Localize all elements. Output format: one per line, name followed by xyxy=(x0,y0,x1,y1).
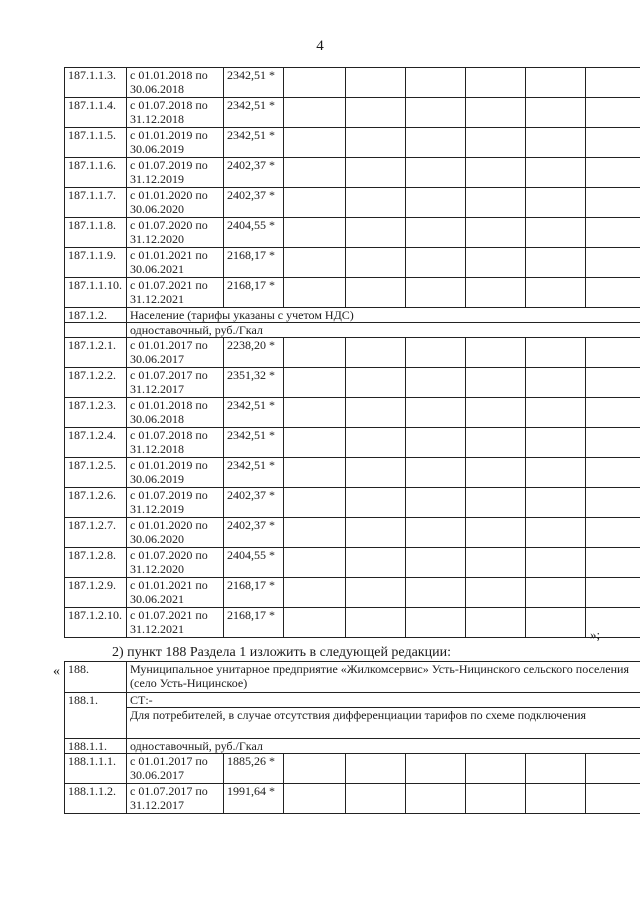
empty-cell xyxy=(346,784,406,814)
empty-cell xyxy=(586,128,640,158)
period-from: с 01.07.2017 по xyxy=(130,368,208,382)
empty-cell xyxy=(526,98,586,128)
period-to: 30.06.2017 xyxy=(130,768,184,782)
empty-cell xyxy=(466,518,526,548)
period-from: с 01.07.2019 по xyxy=(130,488,208,502)
empty-cell xyxy=(284,368,346,398)
empty-cell xyxy=(406,158,466,188)
table-row xyxy=(65,98,640,128)
empty-cell xyxy=(284,128,346,158)
row-period xyxy=(127,548,224,578)
empty-cell xyxy=(466,128,526,158)
period-from: с 01.07.2021 по xyxy=(130,608,208,622)
empty-cell xyxy=(586,338,640,368)
empty-cell xyxy=(346,578,406,608)
empty-cell xyxy=(406,98,466,128)
period-from: с 01.07.2020 по xyxy=(130,218,208,232)
table-row xyxy=(65,754,640,784)
row-tariff: 2351,32 * xyxy=(224,368,284,398)
table-row xyxy=(65,398,640,428)
empty-cell xyxy=(346,458,406,488)
empty-cell xyxy=(406,784,466,814)
period-from: с 01.07.2020 по xyxy=(130,548,208,562)
empty-cell xyxy=(284,338,346,368)
empty-cell xyxy=(346,68,406,98)
empty-cell xyxy=(346,754,406,784)
row-tariff: 2168,17 * xyxy=(224,578,284,608)
row-code: 187.1.1.10. xyxy=(65,278,127,308)
empty-cell xyxy=(466,248,526,278)
period-to: 31.12.2019 xyxy=(130,502,184,516)
table-187-rows-a xyxy=(65,68,640,308)
empty-cell xyxy=(586,458,640,488)
empty-cell xyxy=(526,188,586,218)
empty-cell xyxy=(406,608,466,638)
row-code: 187.1.2.1. xyxy=(65,338,127,368)
row-code: 187.1.1.7. xyxy=(65,188,127,218)
empty-cell xyxy=(284,458,346,488)
empty-cell xyxy=(406,128,466,158)
empty-cell xyxy=(526,608,586,638)
period-from: с 01.01.2021 по xyxy=(130,248,208,262)
table-187-section xyxy=(65,308,640,338)
period-to: 30.06.2021 xyxy=(130,592,184,606)
closing-mark: »; xyxy=(590,627,601,642)
row-code: 187.1.2.8. xyxy=(65,548,127,578)
empty-cell xyxy=(346,518,406,548)
empty-cell xyxy=(466,368,526,398)
period-from: с 01.01.2017 по xyxy=(130,338,208,352)
tariff-table-188 xyxy=(64,661,640,814)
period-to: 31.12.2020 xyxy=(130,232,184,246)
empty-cell xyxy=(466,548,526,578)
empty-cell xyxy=(526,68,586,98)
table-row xyxy=(65,784,640,814)
st-label: СТ:- xyxy=(127,693,640,708)
empty-cell xyxy=(284,428,346,458)
empty-cell xyxy=(346,98,406,128)
empty-cell xyxy=(346,608,406,638)
empty-cell xyxy=(466,218,526,248)
st-code: 188.1. xyxy=(65,693,127,739)
row-code: 187.1.1.5. xyxy=(65,128,127,158)
empty-cell xyxy=(284,488,346,518)
subsection-code-cell xyxy=(65,323,127,338)
tariff-table-187 xyxy=(64,67,640,638)
empty-cell xyxy=(346,488,406,518)
empty-cell xyxy=(526,248,586,278)
org-name: Муниципальное унитарное предприятие «Жилкомсервис» Усть-Ницинского сельского поселения (село Усть-Ницинское) xyxy=(127,662,640,693)
empty-cell xyxy=(526,398,586,428)
empty-cell xyxy=(586,488,640,518)
row-tariff: 2168,17 * xyxy=(224,278,284,308)
empty-cell xyxy=(466,488,526,518)
row-tariff: 2342,51 * xyxy=(224,68,284,98)
empty-cell xyxy=(406,428,466,458)
table-row xyxy=(65,428,640,458)
row-tariff: 2342,51 * xyxy=(224,458,284,488)
consumers-note: Для потребителей, в случае отсутствия дифференциации тарифов по схеме подключения xyxy=(127,708,640,739)
row-tariff: 2168,17 * xyxy=(224,248,284,278)
empty-cell xyxy=(586,578,640,608)
table-row xyxy=(65,128,640,158)
period-to: 30.06.2020 xyxy=(130,532,184,546)
empty-cell xyxy=(526,128,586,158)
row-tariff: 2404,55 * xyxy=(224,548,284,578)
table-row xyxy=(65,338,640,368)
section-code: 187.1.2. xyxy=(65,308,127,323)
row-period xyxy=(127,278,224,308)
row-period xyxy=(127,608,224,638)
empty-cell xyxy=(466,458,526,488)
table-row xyxy=(65,368,640,398)
period-to: 31.12.2018 xyxy=(130,112,184,126)
rate-code: 188.1.1. xyxy=(65,739,127,754)
empty-cell xyxy=(586,218,640,248)
row-code: 187.1.1.9. xyxy=(65,248,127,278)
empty-cell xyxy=(526,458,586,488)
row-period xyxy=(127,488,224,518)
period-from: с 01.01.2017 по xyxy=(130,754,208,768)
empty-cell xyxy=(406,548,466,578)
row-period xyxy=(127,578,224,608)
empty-cell xyxy=(284,518,346,548)
rate-title: одноставочный, руб./Гкал xyxy=(127,739,640,754)
empty-cell xyxy=(526,218,586,248)
empty-cell xyxy=(466,278,526,308)
empty-cell xyxy=(466,608,526,638)
empty-cell xyxy=(406,278,466,308)
period-from: с 01.01.2019 по xyxy=(130,458,208,472)
empty-cell xyxy=(586,98,640,128)
row-code: 187.1.2.9. xyxy=(65,578,127,608)
row-code: 187.1.1.6. xyxy=(65,158,127,188)
table-row xyxy=(65,278,640,308)
table-row xyxy=(65,158,640,188)
row-period xyxy=(127,368,224,398)
row-period xyxy=(127,98,224,128)
period-from: с 01.01.2018 по xyxy=(130,68,208,82)
period-to: 30.06.2018 xyxy=(130,412,184,426)
empty-cell xyxy=(466,98,526,128)
subsection-title: одноставочный, руб./Гкал xyxy=(127,323,640,338)
empty-cell xyxy=(346,368,406,398)
row-tariff: 2402,37 * xyxy=(224,158,284,188)
period-from: с 01.01.2020 по xyxy=(130,518,208,532)
empty-cell xyxy=(526,338,586,368)
row-period xyxy=(127,248,224,278)
period-to: 30.06.2021 xyxy=(130,262,184,276)
row-tariff: 2342,51 * xyxy=(224,128,284,158)
empty-cell xyxy=(284,784,346,814)
empty-cell xyxy=(346,278,406,308)
empty-cell xyxy=(586,248,640,278)
row-period xyxy=(127,128,224,158)
row-code: 187.1.1.3. xyxy=(65,68,127,98)
empty-cell xyxy=(526,548,586,578)
row-tariff: 2342,51 * xyxy=(224,398,284,428)
table-row xyxy=(65,548,640,578)
row-period xyxy=(127,218,224,248)
empty-cell xyxy=(586,784,640,814)
table-row xyxy=(65,608,640,638)
empty-cell xyxy=(346,248,406,278)
empty-cell xyxy=(284,188,346,218)
empty-cell xyxy=(346,218,406,248)
empty-cell xyxy=(406,338,466,368)
period-to: 31.12.2018 xyxy=(130,442,184,456)
empty-cell xyxy=(466,754,526,784)
table-row xyxy=(65,188,640,218)
empty-cell xyxy=(406,458,466,488)
empty-cell xyxy=(526,368,586,398)
period-to: 30.06.2018 xyxy=(130,82,184,96)
empty-cell xyxy=(466,188,526,218)
empty-cell xyxy=(284,608,346,638)
empty-cell xyxy=(586,518,640,548)
period-to: 31.12.2017 xyxy=(130,798,184,812)
table-row xyxy=(65,518,640,548)
period-to: 30.06.2019 xyxy=(130,472,184,486)
empty-cell xyxy=(406,488,466,518)
empty-cell xyxy=(284,578,346,608)
empty-cell xyxy=(586,278,640,308)
empty-cell xyxy=(526,428,586,458)
period-from: с 01.01.2018 по xyxy=(130,398,208,412)
period-to: 30.06.2017 xyxy=(130,352,184,366)
row-period xyxy=(127,518,224,548)
row-code: 188.1.1.2. xyxy=(65,784,127,814)
row-tariff: 1885,26 * xyxy=(224,754,284,784)
empty-cell xyxy=(466,578,526,608)
empty-cell xyxy=(526,488,586,518)
row-code: 187.1.1.4. xyxy=(65,98,127,128)
empty-cell xyxy=(284,278,346,308)
empty-cell xyxy=(526,578,586,608)
empty-cell xyxy=(586,158,640,188)
empty-cell xyxy=(406,188,466,218)
empty-cell xyxy=(466,68,526,98)
row-tariff: 2402,37 * xyxy=(224,518,284,548)
empty-cell xyxy=(586,754,640,784)
row-tariff: 2342,51 * xyxy=(224,428,284,458)
empty-cell xyxy=(284,754,346,784)
empty-cell xyxy=(466,398,526,428)
empty-cell xyxy=(284,248,346,278)
row-code: 187.1.1.8. xyxy=(65,218,127,248)
empty-cell xyxy=(284,68,346,98)
empty-cell xyxy=(526,278,586,308)
empty-cell xyxy=(406,368,466,398)
empty-cell xyxy=(346,158,406,188)
period-to: 30.06.2020 xyxy=(130,202,184,216)
period-to: 31.12.2021 xyxy=(130,292,184,306)
row-code: 187.1.2.5. xyxy=(65,458,127,488)
table-188-header xyxy=(65,662,640,754)
amendment-heading: 2) пункт 188 Раздела 1 изложить в следующей редакции: xyxy=(112,645,451,660)
row-code: 187.1.2.6. xyxy=(65,488,127,518)
table-187-rows-b xyxy=(65,338,640,638)
row-code: 187.1.2.4. xyxy=(65,428,127,458)
empty-cell xyxy=(526,518,586,548)
empty-cell xyxy=(346,428,406,458)
empty-cell xyxy=(466,158,526,188)
period-from: с 01.01.2020 по xyxy=(130,188,208,202)
table-row xyxy=(65,248,640,278)
empty-cell xyxy=(586,368,640,398)
row-tariff: 1991,64 * xyxy=(224,784,284,814)
section-title: Население (тарифы указаны с учетом НДС) xyxy=(127,308,640,323)
period-from: с 01.01.2021 по xyxy=(130,578,208,592)
row-code: 187.1.2.3. xyxy=(65,398,127,428)
period-to: 31.12.2020 xyxy=(130,562,184,576)
empty-cell xyxy=(586,548,640,578)
empty-cell xyxy=(586,398,640,428)
table-row xyxy=(65,578,640,608)
row-period xyxy=(127,188,224,218)
period-from: с 01.07.2018 по xyxy=(130,98,208,112)
period-from: с 01.07.2017 по xyxy=(130,784,208,798)
row-period xyxy=(127,338,224,368)
empty-cell xyxy=(406,248,466,278)
row-period xyxy=(127,398,224,428)
empty-cell xyxy=(284,218,346,248)
row-tariff: 2402,37 * xyxy=(224,488,284,518)
empty-cell xyxy=(586,428,640,458)
row-tariff: 2168,17 * xyxy=(224,608,284,638)
empty-cell xyxy=(586,68,640,98)
empty-cell xyxy=(406,754,466,784)
period-to: 30.06.2019 xyxy=(130,142,184,156)
empty-cell xyxy=(406,398,466,428)
empty-cell xyxy=(284,548,346,578)
empty-cell xyxy=(466,428,526,458)
empty-cell xyxy=(526,158,586,188)
table-row xyxy=(65,68,640,98)
empty-cell xyxy=(586,188,640,218)
table-188-rows xyxy=(65,754,640,814)
period-from: с 01.07.2019 по xyxy=(130,158,208,172)
row-tariff: 2402,37 * xyxy=(224,188,284,218)
org-code: 188. xyxy=(65,662,127,693)
empty-cell xyxy=(284,398,346,428)
empty-cell xyxy=(406,518,466,548)
row-period xyxy=(127,754,224,784)
empty-cell xyxy=(284,158,346,188)
empty-cell xyxy=(346,338,406,368)
page-number: 4 xyxy=(316,38,324,54)
empty-cell xyxy=(346,128,406,158)
period-from: с 01.01.2019 по xyxy=(130,128,208,142)
row-code: 187.1.2.7. xyxy=(65,518,127,548)
row-period xyxy=(127,68,224,98)
empty-cell xyxy=(346,548,406,578)
empty-cell xyxy=(526,784,586,814)
empty-cell xyxy=(406,68,466,98)
empty-cell xyxy=(346,188,406,218)
table-row xyxy=(65,458,640,488)
row-period xyxy=(127,428,224,458)
period-from: с 01.07.2018 по xyxy=(130,428,208,442)
open-quote: « xyxy=(53,664,60,679)
empty-cell xyxy=(406,578,466,608)
table-row xyxy=(65,218,640,248)
row-code: 187.1.2.2. xyxy=(65,368,127,398)
row-code: 188.1.1.1. xyxy=(65,754,127,784)
period-from: с 01.07.2021 по xyxy=(130,278,208,292)
period-to: 31.12.2021 xyxy=(130,622,184,636)
period-to: 31.12.2019 xyxy=(130,172,184,186)
table-row xyxy=(65,488,640,518)
period-to: 31.12.2017 xyxy=(130,382,184,396)
empty-cell xyxy=(346,398,406,428)
empty-cell xyxy=(526,754,586,784)
empty-cell xyxy=(284,98,346,128)
empty-cell xyxy=(466,338,526,368)
row-period xyxy=(127,458,224,488)
row-tariff: 2342,51 * xyxy=(224,98,284,128)
row-tariff: 2404,55 * xyxy=(224,218,284,248)
row-period xyxy=(127,158,224,188)
row-period xyxy=(127,784,224,814)
empty-cell xyxy=(406,218,466,248)
empty-cell xyxy=(466,784,526,814)
row-code: 187.1.2.10. xyxy=(65,608,127,638)
row-tariff: 2238,20 * xyxy=(224,338,284,368)
